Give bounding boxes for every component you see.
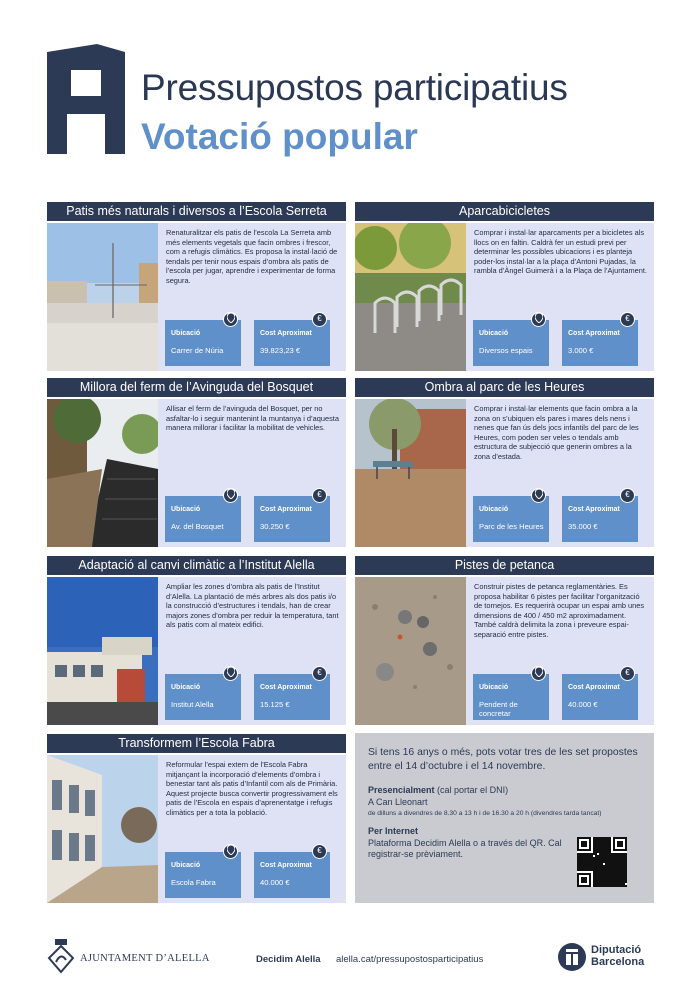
cost-label: Cost Aproximat — [260, 684, 312, 691]
location-pin-icon — [223, 312, 238, 327]
euro-icon: € — [620, 488, 635, 503]
location-value: Pendent de concretar — [479, 700, 518, 718]
project-card — [355, 556, 654, 725]
project-body — [355, 577, 654, 725]
project-card — [47, 378, 346, 547]
project-body — [47, 399, 346, 547]
location-label: Ubicació — [171, 330, 201, 337]
cost-value: 3.000 € — [568, 346, 594, 355]
project-title: Adaptació al canvi climàtic a l’Institut Alella — [47, 556, 346, 575]
project-photo — [47, 577, 158, 725]
cost-label: Cost Aproximat — [260, 506, 312, 513]
euro-icon: € — [312, 312, 327, 327]
project-title: Millora del ferm de l’Avinguda del Bosquet — [47, 378, 346, 397]
euro-icon: € — [312, 844, 327, 859]
project-description: Allisar el ferm de l’avinguda del Bosquet, per no asfaltar-lo i seguir mantenint la muntanya i d’aquesta manera millorar i facilitar la mobilitat de vehicles. — [166, 404, 339, 433]
euro-icon: € — [312, 488, 327, 503]
alella-coat-of-arms-icon — [47, 938, 75, 974]
cost-value: 30.250 € — [260, 522, 290, 531]
project-photo — [47, 755, 158, 903]
project-card — [355, 202, 654, 371]
project-body — [47, 223, 346, 371]
location-pin-icon — [531, 312, 546, 327]
location-label: Ubicació — [479, 506, 509, 513]
location-value: Institut Alella — [171, 700, 214, 709]
cost-label: Cost Aproximat — [568, 330, 620, 337]
ajuntament-name: AJUNTAMENT D’ALELLA — [80, 953, 210, 964]
cost-label: Cost Aproximat — [260, 330, 312, 337]
location-box — [473, 496, 549, 542]
cost-value: 15.125 € — [260, 700, 290, 709]
cost-box — [562, 490, 638, 542]
project-photo — [47, 399, 158, 547]
project-body — [355, 223, 654, 371]
euro-icon: € — [312, 666, 327, 681]
voting-intro: Si tens 16 anys o més, pots votar tres de les set propostes entre el 14 d’octubre i el 14 novembre. — [368, 747, 638, 772]
cost-box — [254, 314, 330, 366]
project-title: Patis més naturals i diversos a l’Escola Serreta — [47, 202, 346, 221]
location-box — [473, 320, 549, 366]
location-pin-icon — [531, 666, 546, 681]
project-title: Aparcabicicletes — [355, 202, 654, 221]
location-value: Carrer de Núria — [171, 346, 224, 355]
project-body — [355, 399, 654, 547]
project-card — [47, 556, 346, 725]
in-person-heading: Presencialment (cal portar el DNI) — [368, 785, 509, 795]
online-text: Plataforma Decidim Alella o a través del QR. Cal registrar-se prèviament. — [368, 838, 562, 859]
location-value: Diversos espais — [479, 346, 533, 355]
location-box — [165, 674, 241, 720]
cost-label: Cost Aproximat — [260, 862, 312, 869]
project-title: Transformem l’Escola Fabra — [47, 734, 346, 753]
location-label: Ubicació — [479, 684, 509, 691]
cost-label: Cost Aproximat — [568, 684, 620, 691]
cost-value: 35.000 € — [568, 522, 598, 531]
cost-value: 39.823,23 € — [260, 346, 301, 355]
website-link[interactable]: alella.cat/pressupostosparticipatius — [336, 954, 484, 965]
page-title: Pressupostos participatius — [141, 67, 568, 108]
cost-box — [254, 490, 330, 542]
project-description: Ampliar les zones d’ombra als patis de l’Institut d’Alella. La plantació de més arbres als dos patis i/o la construcció d’estructures i tendals, han de crear majors zones d’ombra per reduir la temperatura, tant als patis com al mateix edifici. — [166, 582, 339, 630]
location-value: Escola Fabra — [171, 878, 216, 887]
location-value: Parc de les Heures — [479, 522, 544, 531]
project-photo — [355, 577, 466, 725]
project-description: Comprar i instal·lar aparcaments per a bicicletes als llocs on en faltin. Caldrà fer un estudi previ per determinar les possibles ubicacions i es planteja poder-los instal·lar a la plaça d’Antoni Pujadas, la rambla d’Àngel Guimerà i a la Plaça de l’Ajuntament. — [474, 228, 647, 276]
location-pin-icon — [223, 666, 238, 681]
project-card — [47, 202, 346, 371]
diputacio-emblem-icon — [557, 942, 587, 972]
cost-label: Cost Aproximat — [568, 506, 620, 513]
location-value: Av. del Bosquet — [171, 522, 224, 531]
location-box — [165, 852, 241, 898]
project-photo — [355, 223, 466, 371]
location-label: Ubicació — [479, 330, 509, 337]
decidim-label: Decidim Alella — [256, 954, 321, 965]
project-title: Ombra al parc de les Heures — [355, 378, 654, 397]
voting-place: A Can Lleonart — [368, 797, 428, 807]
project-body — [47, 755, 346, 903]
location-label: Ubicació — [171, 684, 201, 691]
voting-info-box — [355, 733, 654, 903]
project-card — [355, 378, 654, 547]
location-label: Ubicació — [171, 862, 201, 869]
cost-value: 40.000 € — [260, 878, 290, 887]
diputacio-name: Diputació Barcelona — [591, 944, 645, 968]
project-body — [47, 577, 346, 725]
participatory-logo-icon — [47, 44, 125, 154]
project-title: Pistes de petanca — [355, 556, 654, 575]
location-label: Ubicació — [171, 506, 201, 513]
project-description: Construir pistes de petanca reglamentàries. Es proposa habilitar 6 pistes per facilitar l’organització de tornejos. Es requerirà ocupar un espai amb unes dimensions de 400 / 450 m2 aproximadament. També caldrà delimita la zona i preveure espai-separació entre pistes. — [474, 582, 645, 639]
project-card — [47, 734, 346, 903]
page-subtitle: Votació popular — [141, 116, 418, 157]
qr-code-icon[interactable] — [577, 837, 627, 887]
cost-box — [254, 846, 330, 898]
online-heading: Per Internet — [368, 826, 419, 836]
location-box — [473, 674, 549, 720]
project-photo — [355, 399, 466, 547]
euro-icon: € — [620, 312, 635, 327]
project-photo — [47, 223, 158, 371]
cost-box — [562, 314, 638, 366]
project-description: Reformular l’espai extern de l’Escola Fabra mitjançant la incorporació d’elements d’ombra i benestar tant als patis d’Infantil com als de Primària. Aquest projecte busca convertir progressivament els patis de l’Escola en espais d’aprenentatge i refugis climàtics per a tota la població. — [166, 760, 338, 817]
location-pin-icon — [223, 488, 238, 503]
location-pin-icon — [223, 844, 238, 859]
project-description: Renaturalitzar els patis de l’escola La Serreta amb més elements vegetals que facin ombres i frescor, com a refugis climàtics. Es proposa la instal·lació de tendals per tenir nous espais d’ombra als patis de l’escola per jugar, aprendre i experimentar de forma segura. — [166, 228, 338, 285]
euro-icon: € — [620, 666, 635, 681]
location-box — [165, 320, 241, 366]
project-description: Comprar i instal·lar elements que facin ombra a la zona on s’ubiquen els pares i mares dels nens i nenes que fan ús dels jocs infantils del parc de les Heures, com poden ser veles o tendals amb estructura de subjecció que generin ombres a la zona d’estada. — [474, 404, 639, 461]
cost-box — [562, 668, 638, 720]
cost-box — [254, 668, 330, 720]
voting-hours: de dilluns a divendres de 8.30 a 13 h i de 16.30 a 20 h (divendres tarda tancat) — [368, 810, 602, 817]
location-box — [165, 496, 241, 542]
location-pin-icon — [531, 488, 546, 503]
cost-value: 40.000 € — [568, 700, 598, 709]
